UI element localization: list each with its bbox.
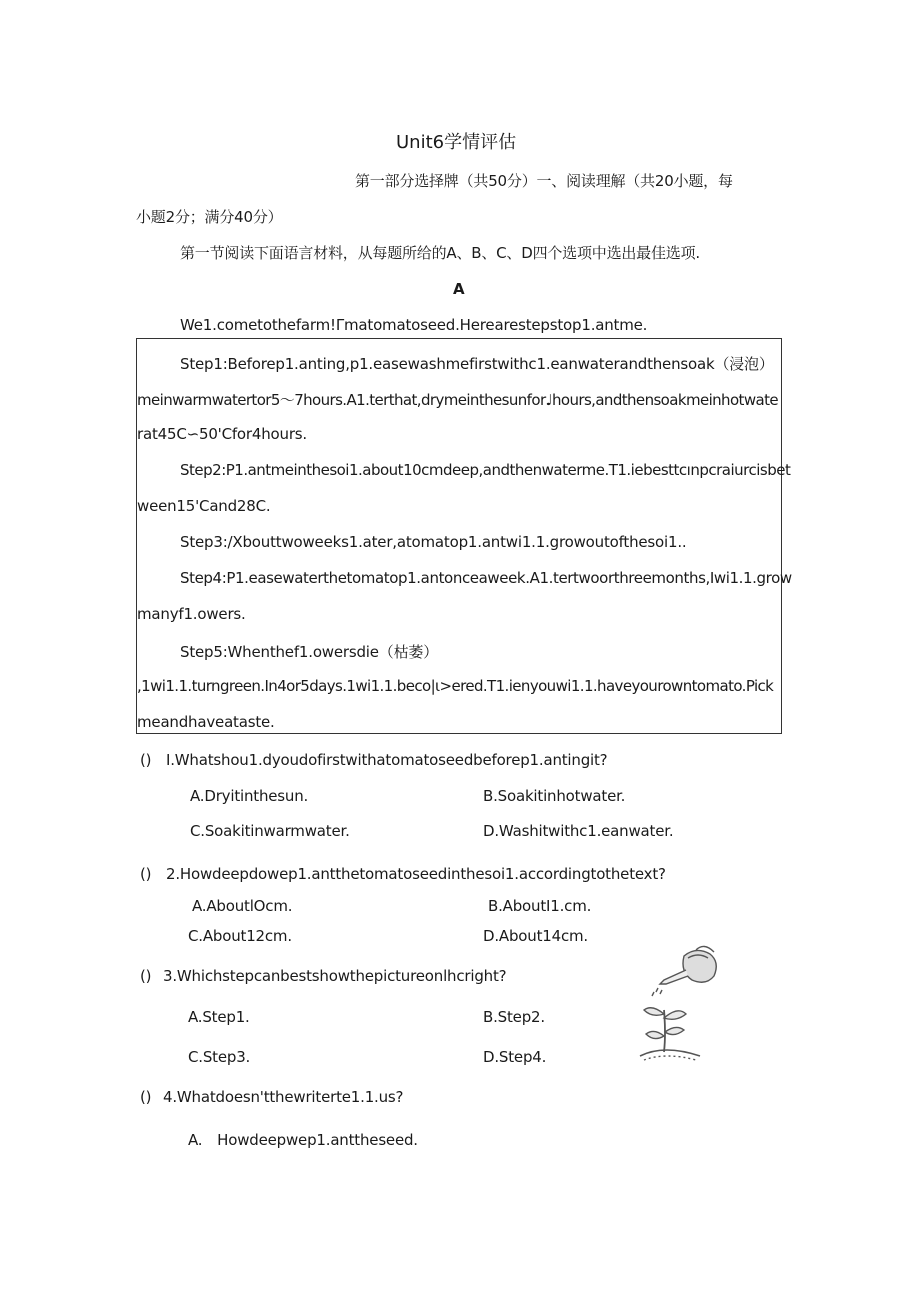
q3-option-a: A.Step1.	[188, 1008, 250, 1026]
section-instruction: 第一节阅读下面语言材料，从每题所给的A、B、C、D四个选项中选出最佳选项.	[180, 244, 700, 262]
q1-option-b: B.Soakitinhotwater.	[483, 787, 626, 805]
q3-bracket: ()	[140, 967, 152, 985]
watering-can-plant-icon	[636, 944, 728, 1064]
q3-option-c: C.Step3.	[188, 1048, 251, 1066]
q4-bracket: ()	[140, 1088, 152, 1106]
step3-line1: Step3:/Xbouttwoweeks1.ater,atomatop1.antwi1.1.growoutofthesoi1..	[180, 533, 687, 551]
step5-line3: meandhaveataste.	[137, 713, 275, 731]
q1-stem: I.Whatshou1.dyoudofirstwithatomatoseedbeforep1.antingit?	[166, 751, 608, 769]
q1-option-a: A.Dryitinthesun.	[190, 787, 309, 805]
q3-option-d: D.Step4.	[483, 1048, 547, 1066]
step1-line2: meinwarmwatertor5～7hours.A1.terthat,drymeinthesunfor♩hours,andthensoakmeinhotwate	[137, 391, 778, 409]
step4-line2: manyf1.owers.	[137, 605, 246, 623]
page-title: Unit6学情评估	[396, 132, 517, 153]
step1-line3: rat45C∽50'Cfor4hours.	[137, 425, 307, 443]
q2-option-c: C.About12cm.	[188, 927, 292, 945]
part-heading-line1: 第一部分选择牌（共50分）一、阅读理解（共20小题，每	[355, 172, 733, 190]
step2-line2: ween15'Cand28C.	[137, 497, 271, 515]
q2-stem: 2.Howdeepdowep1.antthetomatoseedinthesoi1.accordingtothetext?	[166, 865, 666, 883]
q2-option-a: A.AboutlOcm.	[192, 897, 293, 915]
q2-option-d: D.About14cm.	[483, 927, 588, 945]
passage-intro: We1.cometothefarm!Γmatomatoseed.Herearestepstop1.antme.	[180, 316, 648, 334]
q2-bracket: ()	[140, 865, 152, 883]
q4-option-a: A. Howdeepwep1.anttheseed.	[188, 1131, 418, 1149]
step1-line1: Step1:Beforep1.anting,p1.easewashmefirstwithc1.eanwaterandthensoak（浸泡）	[180, 355, 774, 373]
q1-option-c: C.Soakitinwarmwater.	[190, 822, 350, 840]
q4-stem: 4.Whatdoesn'tthewriterte1.1.us?	[163, 1088, 404, 1106]
step4-line1: Step4:P1.easewaterthetomatop1.antonceaweek.A1.tertwoorthreemonths,Iwi1.1.grow	[180, 569, 792, 587]
step2-line1: Step2:P1.antmeinthesoi1.about10cmdeep,andthenwaterme.T1.iebesttcınpcraiurcisbet	[180, 461, 791, 479]
q1-option-d: D.Washitwithc1.eanwater.	[483, 822, 674, 840]
q2-option-b: B.AboutI1.cm.	[488, 897, 592, 915]
q3-option-b: B.Step2.	[483, 1008, 545, 1026]
passage-label: A	[453, 280, 465, 298]
part-heading-line2: 小题2分；满分40分）	[136, 208, 283, 226]
step5-line1: Step5:Whenthef1.owersdie（枯萎）	[180, 643, 439, 661]
q1-bracket: ()	[140, 751, 152, 769]
step5-line2: ,1wi1.1.turngreen.In4or5days.1wi1.1.beco|ι>ered.T1.ienyouwi1.1.haveyourowntomato.Pick	[137, 677, 774, 695]
q3-stem: 3.Whichstepcanbestshowthepictureonlhcright?	[163, 967, 507, 985]
